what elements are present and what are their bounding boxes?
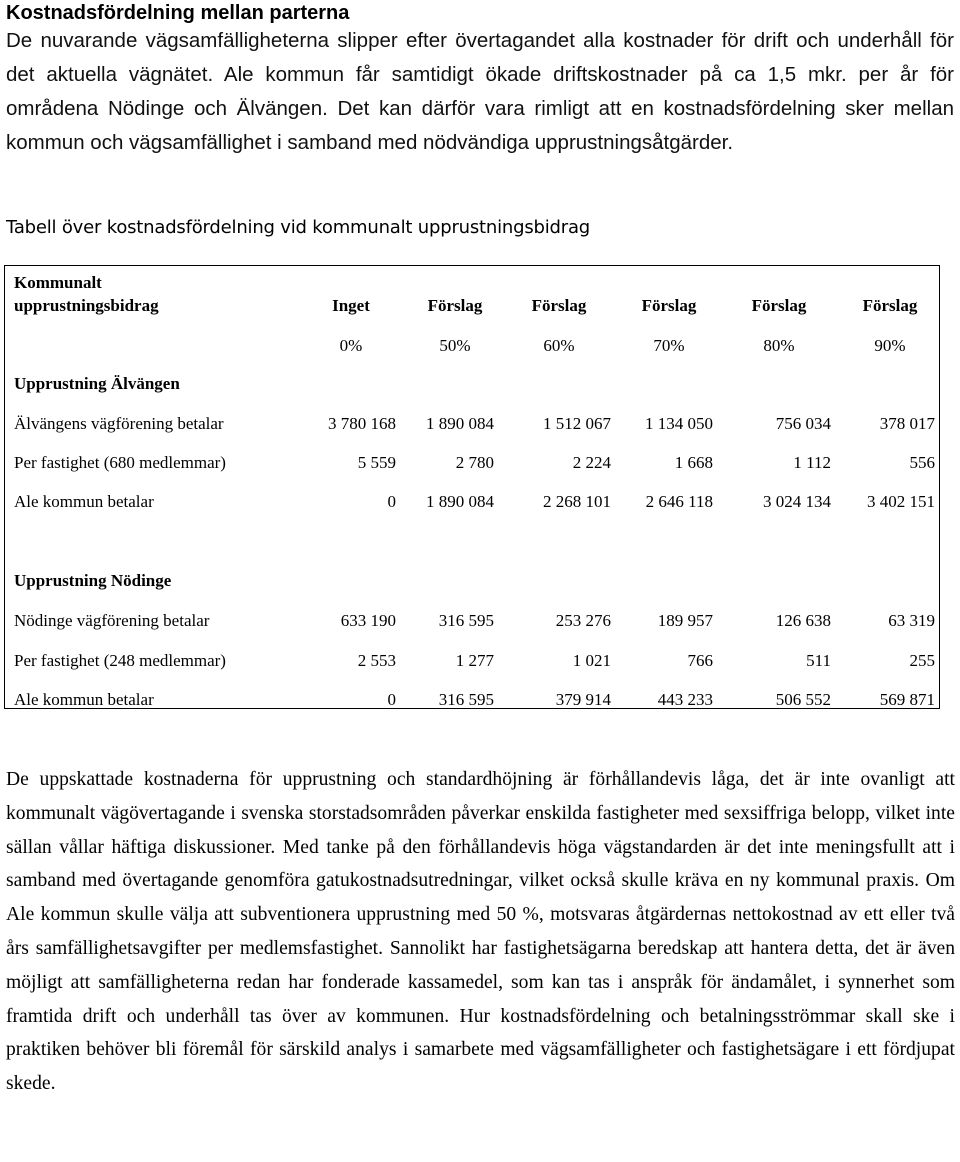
row-label: Ale kommun betalar (14, 690, 154, 709)
table-cell: 506 552 (775, 690, 831, 709)
table-cell: 1 512 067 (543, 414, 611, 433)
table-cell: 255 (909, 651, 935, 670)
table-cell: 253 276 (555, 611, 611, 630)
table-cell: 756 034 (775, 414, 831, 433)
row-label: Per fastighet (248 medlemmar) (14, 651, 226, 670)
table-cell: 443 233 (657, 690, 713, 709)
table-cell: 1 890 084 (426, 414, 494, 433)
table-cell: 2 268 101 (543, 492, 611, 511)
row-label: Per fastighet (680 medlemmar) (14, 453, 226, 472)
table-cell: 3 780 168 (328, 414, 396, 433)
column-header: Förslag (862, 296, 918, 315)
table-cell: 189 957 (657, 611, 713, 630)
table-cell: 126 638 (775, 611, 831, 630)
table-cell: 569 871 (879, 690, 935, 709)
table-cell: 3 402 151 (867, 492, 935, 511)
table-cell: 316 595 (438, 611, 494, 630)
table-cell: 1 277 (455, 651, 494, 670)
table-cell: 63 319 (888, 611, 935, 630)
column-header: Förslag (641, 296, 697, 315)
table-cell: 1 668 (674, 453, 713, 472)
percent-label: 50% (439, 336, 471, 355)
intro-paragraph: De nuvarande vägsamfälligheterna slipper efter övertagandet alla kostnader för drift och underhåll för det aktuella vägnätet. Ale kommun får samtidigt ökade driftskostnader på ca 1,5 mkr. per år för områdena Nödinge och Älvängen. Det kan därför vara rimligt att en kostnadsfördelning sker mellan kommun och vägsamfällighet i samband med nödvändiga upprustningsåtgärder. (6, 29, 954, 154)
table-cell: 1 890 084 (426, 492, 494, 511)
section-title-nodinge: Upprustning Nödinge (14, 571, 172, 590)
column-header: Inget (332, 296, 370, 315)
table-cell: 1 021 (572, 651, 611, 670)
table-cell: 2 780 (455, 453, 494, 472)
row-label: Ale kommun betalar (14, 492, 154, 511)
table-cell: 2 553 (357, 651, 396, 670)
table-cell: 1 112 (793, 453, 831, 472)
table-cell: 379 914 (555, 690, 611, 709)
table-cell: 2 646 118 (645, 492, 713, 511)
table-cell: 5 559 (357, 453, 396, 472)
section-heading: Kostnadsfördelning mellan parterna (6, 2, 350, 24)
percent-label: 80% (763, 336, 795, 355)
percent-label: 60% (543, 336, 575, 355)
table-cell: 0 (387, 492, 396, 511)
table-cell: 316 595 (438, 690, 494, 709)
table-cell: 766 (687, 651, 713, 670)
table-cell: 378 017 (879, 414, 935, 433)
column-header: Förslag (531, 296, 587, 315)
percent-label: 70% (653, 336, 685, 355)
cost-table (4, 265, 940, 709)
column-header: Förslag (427, 296, 483, 315)
table-cell: 1 134 050 (645, 414, 713, 433)
table-cell: 2 224 (572, 453, 611, 472)
table-cell: 511 (806, 651, 831, 670)
table-caption: Tabell över kostnadsfördelning vid kommunalt upprustningsbidrag (6, 217, 591, 238)
table-cell: 0 (387, 690, 396, 709)
row-label: Älvängens vägförening betalar (14, 414, 224, 433)
column-header: Förslag (751, 296, 807, 315)
section-title-alvangen: Upprustning Älvängen (14, 374, 180, 393)
header-label-line1: Kommunalt (14, 273, 102, 292)
table-cell: 633 190 (340, 611, 396, 630)
table-cell: 556 (909, 453, 935, 472)
header-label-line2: upprustningsbidrag (14, 296, 159, 315)
row-label: Nödinge vägförening betalar (14, 611, 210, 630)
percent-label: 0% (339, 336, 363, 355)
percent-label: 90% (874, 336, 906, 355)
table-cell: 3 024 134 (763, 492, 831, 511)
body-paragraph: De uppskattade kostnaderna för upprustning och standardhöjning är förhållandevis låga, det är inte ovanligt att kommunalt vägövertagande i svenska storstadsområden påverkar enskilda fastigheter med sexsiffriga belopp, vilket inte sällan vållar häftiga diskussioner. Med tanke på den förhållandevis höga vägstandarden är det inte meningsfullt att i samband med övertagande genomföra gatukostnadsutredningar, vilket också skulle kräva en ny kommunal praxis. Om Ale kommun skulle välja att subventionera upprustning med 50 %, motsvaras åtgärdernas nettokostnad av ett eller två års samfällighetsavgifter per medlemsfastighet. Sannolikt har fastighetsägarna beredskap att hantera detta, det är även möjligt att samfälligheterna redan har fonderade kassamedel, som kan tas i anspråk för ändamålet, i synnerhet som framtida drift och underhåll tas över av kommunen. Hur kostnadsfördelning och betalningsströmmar skall ske i praktiken behöver bli föremål för särskild analys i samarbete med vägsamfälligheter och fastighetsägare i ett fördjupat skede. (6, 769, 955, 1095)
